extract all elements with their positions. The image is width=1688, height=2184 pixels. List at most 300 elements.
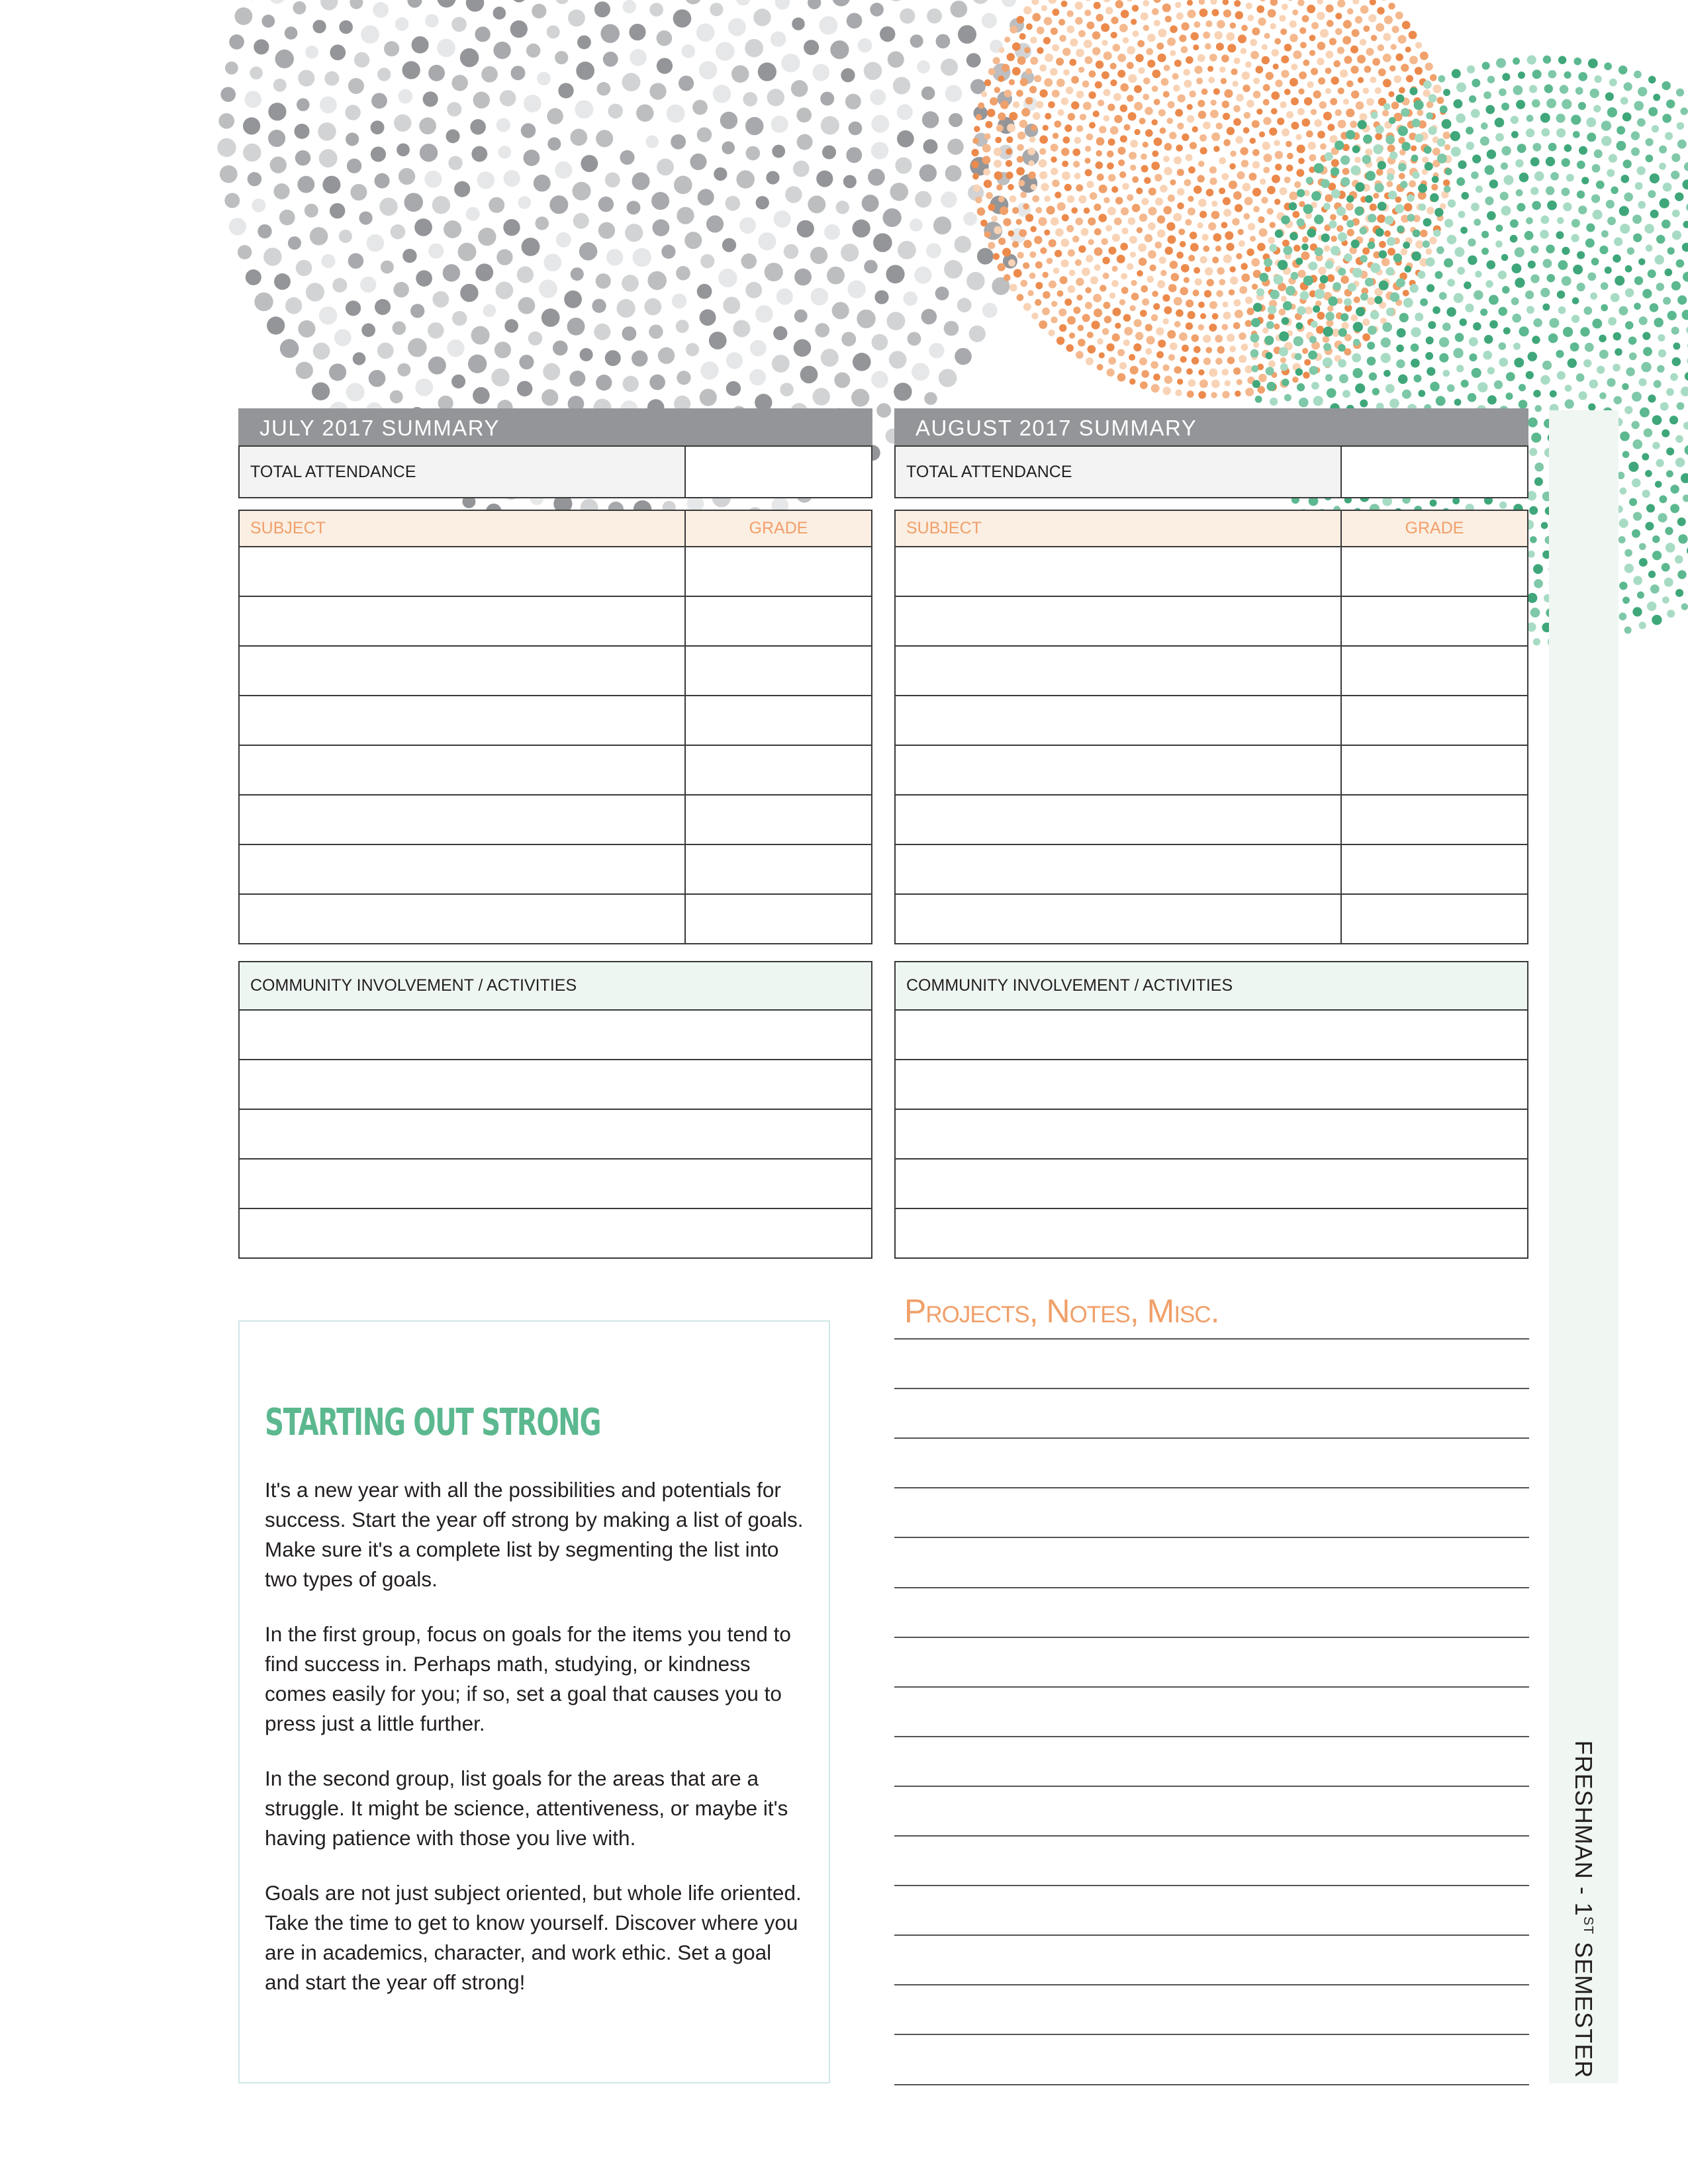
dot (1678, 534, 1687, 543)
grade-cell[interactable] (685, 596, 872, 646)
dot (1233, 322, 1241, 330)
dot (1564, 71, 1571, 79)
dot (1066, 10, 1073, 17)
dot (1139, 257, 1147, 265)
dot (1297, 383, 1305, 391)
dot (1164, 375, 1173, 384)
dot (1222, 369, 1229, 375)
dot (1489, 295, 1499, 305)
dot (996, 184, 1002, 190)
dot (1409, 30, 1417, 39)
dot (832, 302, 849, 319)
dot (1346, 80, 1353, 87)
dot (1443, 132, 1450, 139)
dot (1256, 5, 1264, 13)
dot (1117, 69, 1125, 77)
dot (305, 204, 318, 218)
dot (1137, 270, 1143, 277)
dot (1051, 167, 1058, 175)
grade-cell[interactable] (685, 795, 872, 844)
dot (1148, 222, 1156, 230)
dot (1485, 165, 1495, 175)
dot (451, 75, 468, 91)
dot (1378, 68, 1386, 76)
subject-cell[interactable] (895, 894, 1341, 944)
dot (541, 308, 560, 327)
community-cell[interactable] (895, 1208, 1528, 1258)
dot (1134, 102, 1143, 111)
dot (1591, 194, 1600, 203)
dot (1047, 257, 1053, 264)
dot (1264, 336, 1274, 345)
dot (1269, 244, 1277, 252)
dot (1558, 56, 1566, 64)
dot (816, 170, 833, 187)
subject-cell[interactable] (239, 844, 685, 894)
dot (1266, 367, 1274, 375)
dot (1376, 169, 1383, 176)
subject-cell[interactable] (239, 795, 685, 844)
dot (1532, 99, 1540, 108)
dot (1156, 351, 1164, 359)
dot (1259, 132, 1265, 138)
dot (1268, 9, 1276, 18)
dot (1200, 256, 1207, 263)
dot (1629, 352, 1637, 360)
dot (1482, 62, 1490, 69)
dot (1590, 293, 1597, 300)
note-line[interactable] (894, 1736, 1529, 1737)
dot (1219, 187, 1225, 194)
note-line[interactable] (894, 1637, 1529, 1638)
dot (218, 113, 234, 129)
dot (1162, 3, 1171, 12)
dot (1500, 192, 1509, 201)
dot (1089, 122, 1096, 128)
note-line[interactable] (894, 1487, 1529, 1488)
dot (1049, 239, 1056, 247)
subject-cell[interactable] (895, 745, 1341, 795)
dot (810, 247, 827, 264)
grade-cell[interactable] (1341, 894, 1528, 944)
dot (1163, 318, 1169, 324)
note-line[interactable] (894, 1686, 1529, 1688)
dot (1667, 311, 1677, 320)
dot (1473, 322, 1481, 331)
dot (1084, 40, 1092, 48)
dot (973, 185, 980, 192)
dot (1088, 239, 1094, 245)
dot (1444, 258, 1453, 267)
dot (1622, 596, 1630, 604)
dot (1607, 169, 1615, 177)
dot (1252, 27, 1260, 35)
dot (1211, 132, 1220, 141)
dot (1468, 393, 1476, 402)
dot (1260, 179, 1266, 185)
dot (1107, 162, 1114, 169)
community-cell[interactable] (239, 1060, 872, 1109)
dot (1468, 255, 1477, 265)
subject-cell[interactable] (895, 795, 1341, 844)
dot (1186, 154, 1193, 161)
dot (1444, 144, 1450, 150)
dot (1144, 177, 1150, 183)
dot (1127, 194, 1133, 201)
dot (1626, 367, 1634, 376)
grade-cell[interactable] (685, 547, 872, 596)
grade-cell[interactable] (685, 844, 872, 894)
dot (1465, 304, 1474, 312)
dot (1016, 219, 1022, 225)
subject-cell[interactable] (239, 646, 685, 696)
note-line[interactable] (894, 1338, 1529, 1340)
dot (1130, 366, 1139, 375)
dot (1654, 318, 1664, 327)
dot (1117, 373, 1126, 382)
dot (1354, 157, 1361, 163)
dot (1174, 366, 1181, 373)
dot (1182, 134, 1189, 141)
community-cell[interactable] (895, 1010, 1528, 1060)
dot (1031, 226, 1037, 232)
dot (1601, 136, 1611, 146)
dot (709, 332, 727, 349)
dot (1029, 86, 1037, 93)
dot (310, 227, 328, 246)
dot (1169, 132, 1176, 139)
subject-cell[interactable] (239, 894, 685, 944)
dot (1211, 392, 1217, 398)
dot (1573, 265, 1583, 275)
dot (1152, 291, 1158, 296)
dot (1190, 232, 1197, 239)
note-line[interactable] (894, 1587, 1529, 1588)
dot (1165, 247, 1173, 255)
dot (1436, 246, 1444, 254)
dot (1639, 543, 1646, 550)
note-line[interactable] (894, 1885, 1529, 1886)
dot (917, 60, 930, 73)
dot (1227, 44, 1236, 52)
grade-cell[interactable] (685, 894, 872, 944)
dot (1085, 302, 1092, 309)
dot (1633, 234, 1642, 242)
dot (1665, 269, 1673, 277)
dot (1395, 54, 1403, 62)
dot (1637, 592, 1644, 599)
dot (1151, 161, 1160, 170)
dot (1346, 220, 1354, 228)
dot (1410, 284, 1419, 293)
note-line[interactable] (894, 1984, 1529, 1985)
dot (1153, 0, 1161, 3)
dot (1252, 120, 1260, 128)
dot (1613, 254, 1620, 262)
grade-cell[interactable] (685, 696, 872, 745)
subject-cell[interactable] (895, 646, 1341, 696)
dot (1139, 357, 1147, 365)
dot (886, 312, 905, 330)
dot (572, 182, 590, 201)
dot (1346, 130, 1355, 139)
dot (1229, 181, 1237, 189)
note-line[interactable] (894, 2034, 1529, 2035)
dot (1051, 316, 1057, 323)
dot (1233, 299, 1241, 306)
dot (1176, 144, 1183, 152)
dot (534, 175, 551, 192)
dot (1338, 232, 1347, 242)
dot (876, 403, 891, 418)
community-cell[interactable] (239, 1208, 872, 1258)
dot (1095, 81, 1102, 89)
note-line[interactable] (894, 1934, 1529, 1936)
dot (1108, 174, 1115, 181)
dot (1215, 335, 1223, 343)
dot (1166, 222, 1175, 231)
grade-cell[interactable] (1341, 547, 1528, 596)
dot (636, 105, 653, 122)
dot (993, 57, 1000, 64)
dot (1045, 54, 1053, 62)
dot (1209, 369, 1217, 377)
dot (1426, 113, 1433, 120)
grade-cell[interactable] (685, 745, 872, 795)
dot (1003, 218, 1011, 226)
subject-cell[interactable] (239, 696, 685, 745)
dot (1216, 42, 1224, 50)
dot (1533, 390, 1540, 397)
dot (1335, 28, 1342, 35)
dot (1145, 107, 1152, 114)
dot (649, 83, 666, 99)
dot (1527, 593, 1537, 603)
dot (1372, 388, 1380, 395)
dot (1097, 338, 1103, 345)
dot (1548, 70, 1557, 79)
dot (1186, 56, 1194, 64)
dot (684, 0, 702, 4)
dot (1229, 345, 1236, 352)
dot (1323, 336, 1330, 343)
dot (229, 34, 244, 50)
dot (1250, 51, 1259, 60)
dot (1093, 294, 1102, 302)
note-line[interactable] (894, 1437, 1529, 1439)
grade-cell[interactable] (1341, 696, 1528, 745)
grade-cell[interactable] (1341, 844, 1528, 894)
dot (1198, 369, 1204, 375)
dot (1419, 204, 1426, 211)
subject-cell[interactable] (239, 745, 685, 795)
dot (1078, 325, 1084, 332)
subject-cell[interactable] (239, 596, 685, 646)
attendance-input[interactable] (685, 446, 872, 498)
subject-cell[interactable] (895, 844, 1341, 894)
dot (1188, 379, 1196, 387)
dot (791, 80, 808, 97)
grade-cell[interactable] (1341, 745, 1528, 795)
dot (519, 355, 534, 369)
dot (577, 35, 591, 49)
dot (812, 388, 830, 406)
dot (1064, 298, 1072, 306)
dot (1519, 326, 1528, 336)
dot (1325, 50, 1333, 58)
dot (1009, 112, 1017, 120)
dot (1039, 148, 1046, 155)
dot (741, 253, 757, 269)
community-cell[interactable] (239, 1109, 872, 1159)
dot (1415, 134, 1423, 142)
note-line[interactable] (894, 1786, 1529, 1787)
dot (369, 370, 386, 387)
dot (797, 134, 813, 150)
subject-cell[interactable] (895, 596, 1341, 646)
community-cell[interactable] (239, 1159, 872, 1208)
dot (473, 91, 491, 109)
dot (1517, 203, 1525, 212)
dot (1384, 15, 1393, 24)
dot (1411, 146, 1417, 152)
attendance-input[interactable] (1341, 446, 1528, 498)
grade-cell[interactable] (1341, 596, 1528, 646)
dot (1450, 131, 1460, 141)
dot (1158, 109, 1166, 116)
dot (1619, 519, 1628, 528)
dot (1104, 316, 1111, 323)
dot (1234, 0, 1241, 7)
dot (1183, 69, 1190, 75)
dot (1367, 341, 1375, 349)
grade-cell[interactable] (1341, 646, 1528, 696)
note-line[interactable] (894, 1537, 1529, 1538)
dot (846, 147, 862, 163)
dot (1051, 144, 1058, 152)
dot (1117, 255, 1125, 263)
dot (1374, 183, 1383, 192)
dot (596, 375, 612, 390)
dot (1458, 211, 1466, 218)
subject-cell[interactable] (895, 547, 1341, 596)
dot (1513, 58, 1520, 65)
dot (1431, 184, 1438, 191)
dot (1299, 398, 1309, 408)
dot (919, 164, 937, 181)
dot (975, 197, 982, 204)
note-line[interactable] (894, 1835, 1529, 1837)
dot (1309, 154, 1317, 161)
community-cell[interactable] (895, 1159, 1528, 1208)
dot (1317, 42, 1326, 50)
dot (1225, 231, 1233, 240)
dot (1209, 166, 1217, 173)
dot (1660, 402, 1669, 411)
dot (375, 299, 391, 315)
dot (347, 158, 361, 173)
dot (820, 92, 834, 106)
dot (1562, 99, 1571, 109)
dot (1415, 312, 1423, 321)
dot (1145, 129, 1153, 137)
dot (1188, 311, 1196, 319)
dot (1119, 362, 1127, 369)
dot (1625, 289, 1634, 298)
dot (1159, 257, 1166, 264)
dot (1571, 315, 1579, 323)
dot (1420, 52, 1429, 60)
dot (1087, 181, 1094, 188)
dot (1656, 235, 1665, 244)
dot (1198, 161, 1205, 167)
table-row (895, 696, 1528, 745)
table-row (895, 1010, 1528, 1060)
dot (1105, 7, 1113, 14)
dot (1418, 390, 1425, 397)
dot (1000, 101, 1009, 109)
dot (1233, 81, 1239, 87)
dot (1439, 337, 1449, 347)
dot (955, 236, 972, 253)
grade-cell[interactable] (1341, 795, 1528, 844)
dot (849, 121, 863, 135)
dot (443, 264, 460, 281)
dot (1594, 75, 1601, 83)
dot (1219, 157, 1226, 164)
dot (1266, 72, 1274, 80)
dot (1352, 268, 1362, 278)
dot (1086, 255, 1093, 262)
dot (1684, 162, 1688, 171)
note-line[interactable] (894, 2084, 1529, 2085)
dot (1302, 348, 1308, 354)
community-cell[interactable] (239, 1010, 872, 1060)
dot (398, 89, 412, 104)
subject-cell[interactable] (239, 547, 685, 596)
community-cell[interactable] (895, 1109, 1528, 1159)
dot (1516, 189, 1523, 197)
dot (864, 62, 882, 79)
dot (1096, 150, 1102, 156)
dot (295, 150, 310, 165)
dot (1501, 254, 1509, 261)
community-cell[interactable] (895, 1060, 1528, 1109)
table-row (239, 596, 872, 646)
dot (1098, 100, 1104, 107)
grade-cell[interactable] (685, 646, 872, 696)
dot (1280, 101, 1287, 108)
dot (1557, 217, 1564, 224)
note-line[interactable] (894, 1388, 1529, 1389)
dot (1365, 278, 1374, 287)
subject-cell[interactable] (895, 696, 1341, 745)
dot (690, 154, 706, 170)
dot (451, 375, 465, 388)
dot (273, 79, 287, 92)
dot (1245, 320, 1252, 328)
dot (1613, 364, 1620, 372)
dot (1368, 214, 1376, 222)
table-row (239, 894, 872, 944)
dot (1261, 197, 1268, 203)
dot (1282, 128, 1289, 136)
dot (1140, 310, 1147, 317)
dot (830, 40, 849, 59)
dot (1139, 118, 1146, 124)
dot (1281, 70, 1289, 78)
dot (1659, 495, 1667, 503)
